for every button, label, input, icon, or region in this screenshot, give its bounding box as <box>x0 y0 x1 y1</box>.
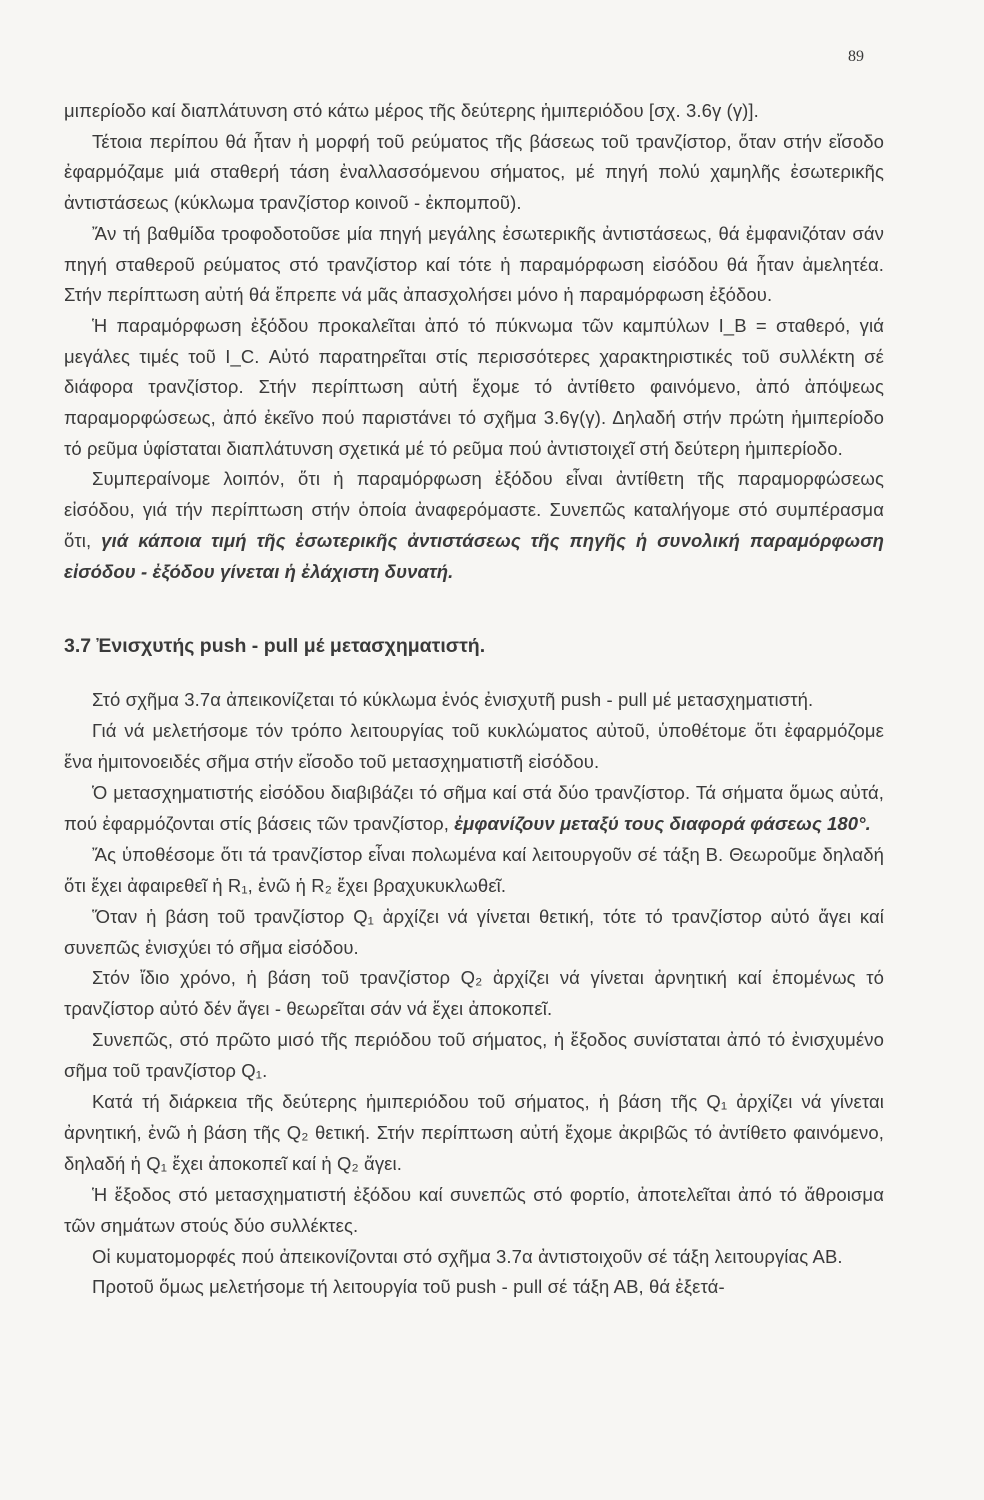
paragraph-output-distortion: Ἡ παραμόρφωση ἐξόδου προκαλεῖται ἀπό τό πύκνωμα τῶν καμπύλων I_B = σταθερό, γιά μεγάλες τιμές τοῦ I_C. Αὐτό παρατηρεῖται στίς περισσότερες χαρακτηριστικές τοῦ συλλέκτη σέ διάφορα τρανζίστορ. Στήν περίπτωση αὐτή ἔχομε τό ἀντίθετο φαινόμενο, ἀπό ἀπόψεως παραμορφώσεως, ἀπό ἐκεῖνο πού παριστάνει τό σχῆμα 3.6γ(γ). Δηλαδή στήν πρώτη ἡμιπερίοδο τό ρεῦμα ὑφίσταται διαπλάτυνση σχετικά μέ τό ρεῦμα πού ἀντιστοιχεῖ στή δεύτερη ἡμιπερίοδο. <box>64 314 884 459</box>
transformer-text: Ὁ μετασχηματιστής εἰσόδου διαβιβάζει τό σῆμα καί στά δύο τρανζίστορ. Τά σήματα ὅμως αὐτά, πού ἐφαρμόζονται στίς βάσεις τῶν τρανζίστορ, <box>64 781 884 834</box>
paragraph-class-ab-intro: Προτοῦ ὅμως μελετήσομε τή λειτουργία τοῦ push - pull σέ τάξη ΑΒ, θά ἐξετά- <box>92 1276 725 1298</box>
paragraph-waveforms: Οἱ κυματομορφές πού ἀπεικονίζονται στό σχῆμα 3.7α ἀντιστοιχοῦν σέ τάξη λειτουργίας ΑΒ. <box>92 1245 843 1267</box>
paragraph-first-half: Συνεπῶς, στό πρῶτο μισό τῆς περιόδου τοῦ σήματος, ἡ ἔξοδος συνίσταται ἀπό τό ἐνισχυμένο σῆμα τοῦ τρανζίστορ Q₁. <box>64 1029 884 1082</box>
paragraph-phase-difference <box>64 778 884 840</box>
section-heading: 3.7 Ἐνισχυτής push - pull μέ μετασχηματιστή. <box>64 635 486 658</box>
paragraph-operation-intro: Γιά νά μελετήσομε τόν τρόπο λειτουργίας τοῦ κυκλώματος αὐτοῦ, ὑποθέτομε ὅτι ἐφαρμόζομε ἕνα ἡμιτονοειδές σῆμα στήν εἴσοδο τοῦ μετασχηματιστῆ εἰσόδου. <box>64 720 884 773</box>
paragraph-continuation: μιπερίοδο καί διαπλάτυνση στό κάτω μέρος τῆς δεύτερης ἡμιπεριόδου [σχ. 3.6γ (γ)]. <box>64 100 759 121</box>
paragraph-q1-conducts: Ὅταν ἡ βάση τοῦ τρανζίστορ Q₁ ἀρχίζει νά γίνεται θετική, τότε τό τρανζίστορ αὐτό ἄγει καί συνεπῶς ἐνισχύει τό σῆμα εἰσόδου. <box>64 905 884 958</box>
paragraph-high-resistance-source: Ἄν τή βαθμίδα τροφοδοτοῦσε μία πηγή μεγάλης ἐσωτερικῆς ἀντιστάσεως, θά ἐμφανιζόταν σάν πηγή σταθεροῦ ρεύματος στό τρανζίστορ καί τότε ἡ παραμόρφωση εἰσόδου θά ἦταν ἀμελητέα. Στήν περίπτωση αὐτή θά ἔπρεπε νά μᾶς ἀπασχολήσει μόνο ἡ παραμόρφωση ἐξόδου. <box>64 222 884 306</box>
paragraph-class-b: Ἄς ὑποθέσομε ὅτι τά τρανζίστορ εἶναι πολωμένα καί λειτουργοῦν σέ τάξη Β. Θεωροῦμε δηλαδή ὅτι ἔχει ἀφαιρεθεῖ ἡ R₁, ἐνῶ ἡ R₂ ἔχει βραχυκυκλωθεῖ. <box>64 843 884 896</box>
paragraph-output-sum: Ἡ ἔξοδος στό μετασχηματιστή ἐξόδου καί συνεπῶς στό φορτίο, ἀποτελεῖται ἀπό τό ἄθροισμα τῶν σημάτων στούς δύο συλλέκτες. <box>64 1183 884 1236</box>
paragraph-base-current: Τέτοια περίπου θά ἦταν ἡ μορφή τοῦ ρεύματος τῆς βάσεως τοῦ τρανζίστορ, ὅταν στήν εἴσοδο ἐφαρμόζαμε μιά σταθερή τάση ἐναλλασσόμενου σήματος, μέ πηγή πολύ χαμηλῆς ἐσωτερικῆς ἀντιστάσεως (κύκλωμα τρανζίστορ κοινοῦ - ἐκπομποῦ). <box>64 130 884 214</box>
phase-difference-emphasis: ἐμφανίζουν μεταξύ τους διαφορά φάσεως 180°. <box>454 812 871 834</box>
paragraph-conclusion <box>64 464 884 587</box>
section-3-7-body <box>64 685 884 1303</box>
page-number: 89 <box>848 48 864 65</box>
body-text <box>64 96 884 1303</box>
paragraph-second-half: Κατά τή διάρκεια τῆς δεύτερης ἡμιπεριόδου τοῦ σήματος, ἡ βάση τῆς Q₁ ἀρχίζει νά γίνεται ἀρνητική, ἐνῶ ἡ βάση τῆς Q₂ θετική. Στήν περίπτωση αὐτή ἔχομε ἀκριβῶς τό ἀντίθετο φαινόμενο, δηλαδή ἡ Q₁ ἔχει ἀποκοπεῖ καί ἡ Q₂ ἄγει. <box>64 1091 884 1174</box>
conclusion-emphasis: γιά κάποια τιμή τῆς ἐσωτερικῆς ἀντιστάσεως τῆς πηγῆς ἡ συνολική παραμόρφωση εἰσόδου - ἐξόδου γίνεται ἡ ἐλάχιστη δυνατή. <box>64 529 884 582</box>
paragraph-q2-cutoff: Στόν ἴδιο χρόνο, ἡ βάση τοῦ τρανζίστορ Q₂ ἀρχίζει νά γίνεται ἀρνητική καί ἑπομένως τό τρανζίστορ αὐτό δέν ἄγει - θεωρεῖται σάν νά ἔχει ἀποκοπεῖ. <box>64 967 884 1020</box>
conclusion-text: Συμπεραίνομε λοιπόν, ὅτι ἡ παραμόρφωση ἐξόδου εἶναι ἀντίθετη τῆς παραμορφώσεως εἰσόδου, γιά τήν περίπτωση στήν ὁποία ἀναφερόμαστε. Συνεπῶς καταλήγομε στό συμπέρασμα ὅτι, <box>64 468 884 551</box>
paragraph-figure-reference: Στό σχῆμα 3.7α ἀπεικονίζεται τό κύκλωμα ἑνός ἐνισχυτῆ push - pull μέ μετασχηματιστή. <box>92 689 814 711</box>
